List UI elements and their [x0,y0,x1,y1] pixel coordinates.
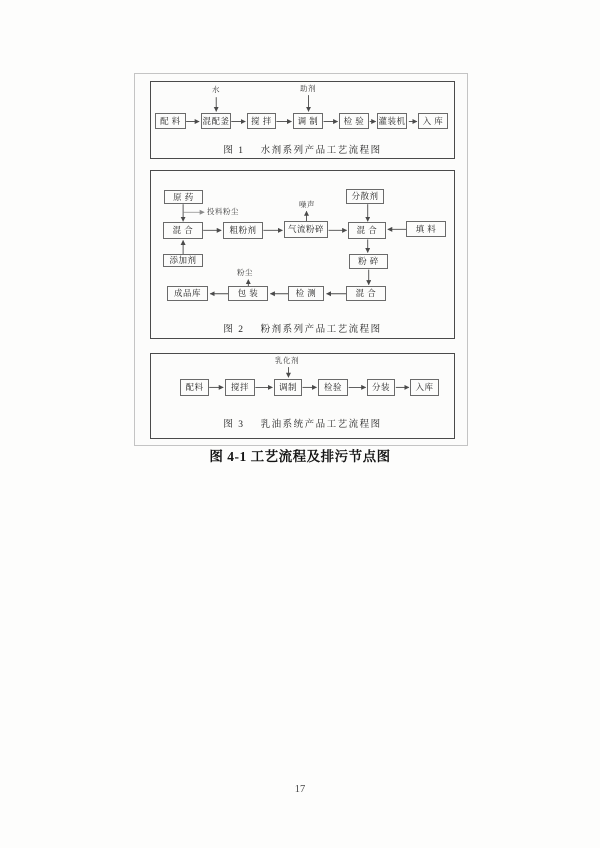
label-emulsifier: 乳化剂 [275,356,299,365]
node-dispersant: 分散剂 [346,189,384,204]
figure-outer-frame [134,73,468,446]
diagram-2-caption-label: 图 2 [223,325,245,335]
diagram-2-powder-series [150,170,455,339]
node-mixing-3: 混 合 [346,286,386,301]
node-stirring: 搅拌 [225,379,255,396]
diagram-3-caption-label: 图 3 [223,420,245,430]
node-mixing-2: 混 合 [348,222,386,239]
node-warehousing: 入库 [410,379,439,396]
diagram-1-water-series [150,81,455,159]
diagram-1-caption-text: 水剂系列产品工艺流程图 [260,146,382,156]
node-batching: 配 料 [155,113,186,129]
figure-caption: 图 4-1 工艺流程及排污节点图 [209,449,391,464]
page-number: 17 [294,784,306,795]
node-packing: 包 装 [228,286,268,301]
diagram-2-caption-text: 粉剂系列产品工艺流程图 [260,325,382,335]
node-coarse-grinding: 粗粉剂 [223,222,263,239]
node-batching: 配料 [180,379,209,396]
node-additive: 添加剂 [163,254,203,267]
node-inspection: 检 验 [339,113,369,129]
label-feed-dust: 投料粉尘 [207,207,239,216]
node-crushing: 粉 碎 [349,254,388,269]
node-filler: 填 料 [406,221,446,237]
diagram-3-caption-text: 乳油系统产品工艺流程图 [260,420,382,430]
node-warehousing: 入 库 [418,113,448,129]
node-inspection: 检验 [318,379,348,396]
diagram-2-caption [151,321,454,335]
node-jet-milling: 气流粉碎 [284,221,328,238]
node-blending: 调制 [274,379,302,396]
node-blending: 调 制 [293,113,323,129]
diagram-1-caption-label: 图 1 [223,146,245,156]
diagram-3-caption [151,416,454,430]
node-mixing-kettle: 混配釜 [201,113,231,129]
node-testing: 检 测 [288,286,324,301]
diagram-3-emulsifiable-oil [150,353,455,439]
node-stirring: 搅 拌 [247,113,276,129]
label-dust: 粉尘 [237,268,253,277]
node-filling-machine: 灌装机 [377,113,407,129]
label-noise: 噪声 [299,200,315,209]
label-adjuvant: 助剂 [300,84,316,93]
diagram-1-caption [151,142,454,156]
label-water: 水 [212,85,220,94]
node-subpackaging: 分装 [367,379,395,396]
node-finished-warehouse: 成品库 [167,286,208,301]
node-mixing-1: 混 合 [163,222,203,239]
node-raw-material: 原 药 [164,190,203,204]
